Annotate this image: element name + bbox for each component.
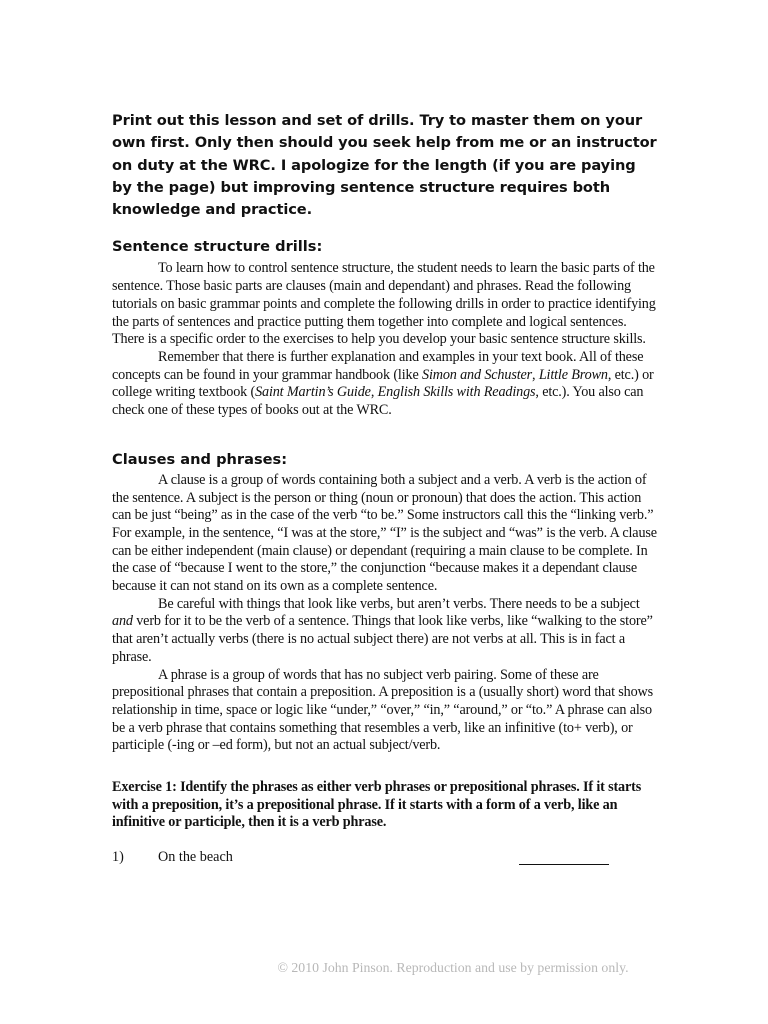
document-page	[112, 110, 657, 867]
exercise-item	[112, 849, 657, 867]
paragraph: A phrase is a group of words that has no subject verb pairing. Some of these are prepositional phrases that contain a preposition. A preposition is a (usually short) word that shows relationship in time, space or logic like “under,” “over,” “in,” “around,” or “to.” A phrase can also be a verb phrase that contains something that resembles a verb, like an infinitive (to+ verb), or participle (-ing or –ed form), but not an actual subject/verb.	[112, 666, 653, 754]
section-heading-sentence-structure: Sentence structure drills:	[112, 238, 323, 256]
intro-paragraph: Print out this lesson and set of drills. Try to master them on your own first. Only then should you seek help from me or an instructor on duty at the WRC. I apologize for the length (if you are paying by the page) but improving sentence structure requires both knowledge and practice.	[112, 112, 657, 219]
paragraph: To learn how to control sentence structure, the student needs to learn the basic parts of the sentence. Those basic parts are clauses (main and dependant) and phrases. Read the following tutorials on basic grammar points and complete the following drills in order to practice identifying the parts of sentences and practice putting them together into complete and logical sentences. There is a specific order to the exercises to help you develop your basic sentence structure skills.	[112, 260, 656, 348]
section-sentence-structure	[112, 260, 657, 419]
paragraph: Remember that there is further explanation and examples in your text book. All of these concepts can be found in your grammar handbook (like Simon and Schuster, Little Brown, etc.) or college writing textbook (Saint Martin’s Guide, English Skills with Readings, etc.). You also can check one of these types of books out at the WRC.	[112, 349, 654, 419]
section-heading-clauses-phrases: Clauses and phrases:	[112, 450, 288, 468]
answer-blank-line	[519, 864, 609, 865]
exercise-item-text: On the beach	[158, 849, 233, 866]
copyright-footer: © 2010 John Pinson. Reproduction and use by permission only.	[277, 960, 629, 975]
exercise-instructions: Exercise 1: Identify the phrases as either verb phrases or prepositional phrases. If it starts with a preposition, it’s a prepositional phrase. If it starts with a form of a verb, like an infinitive or participle, then it is a verb phrase.	[112, 779, 642, 831]
paragraph: A clause is a group of words containing both a subject and a verb. A verb is the action of the sentence. A subject is the person or thing (noun or pronoun) that does the action. This action can be just “being” as in the case of the verb “to be.” Some instructors call this the “linking verb.” For example, in the sentence, “I was at the store,” “I” is the subject and “was” is the verb. A clause can be either independent (main clause) or dependant (requiring a main clause to be complete. In the case of “because I went to the store,” the conjunction “because makes it a dependant clause because it can not stand on its own as a complete sentence.	[112, 471, 657, 595]
paragraph: Be careful with things that look like verbs, but aren’t verbs. There needs to be a subject and verb for it to be the verb of a sentence. Things that look like verbs, like “walking to the store” that aren’t actually verbs (there is no actual subject there) are not verbs at all. This is in fact a phrase.	[112, 595, 653, 665]
exercise-item-number: 1)	[112, 849, 124, 866]
section-clauses-phrases	[112, 472, 657, 755]
